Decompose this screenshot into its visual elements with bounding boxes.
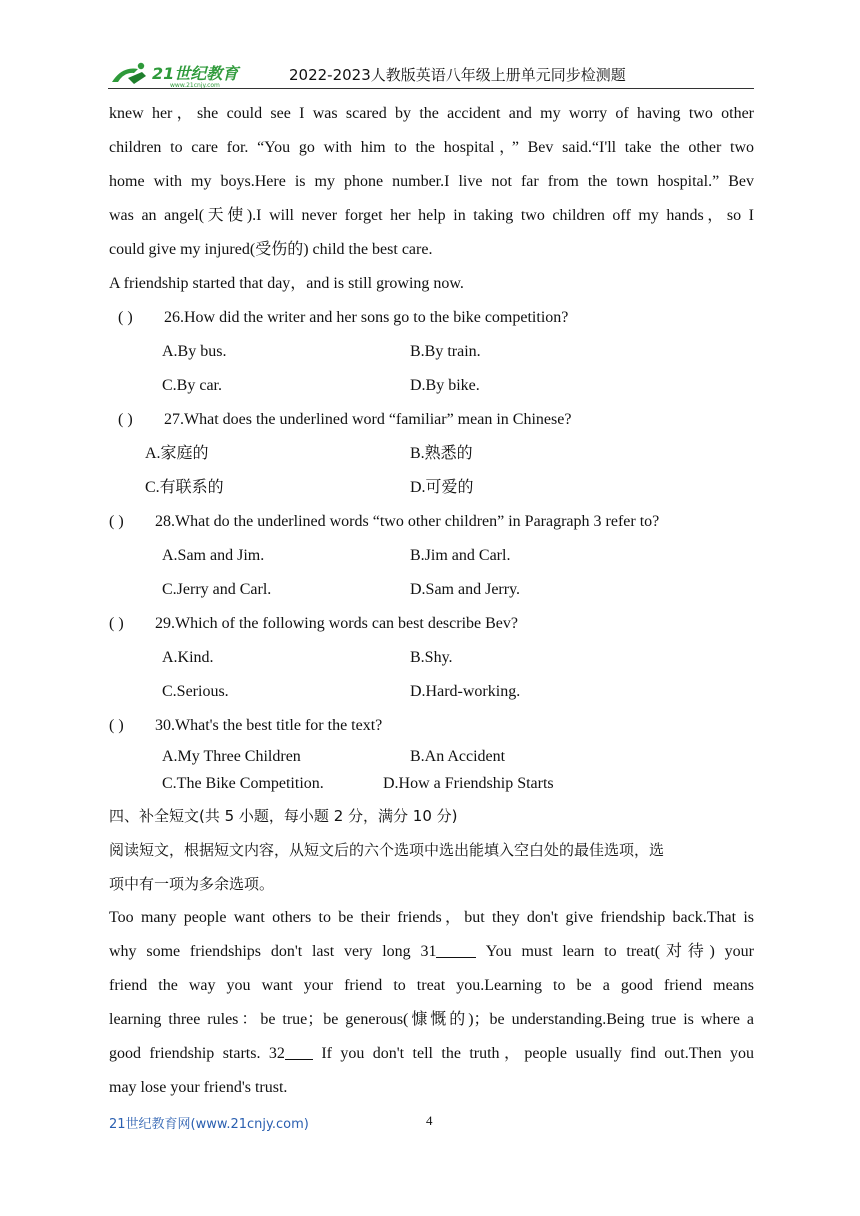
option-b: B.Shy. — [410, 649, 453, 666]
passage-text: If you don't tell the truth，people usually find out.Then you — [321, 1045, 754, 1062]
passage-line: could give my injured(受伤的) child the best care. — [109, 241, 433, 258]
passage-line: A friendship started that day，and is still growing now. — [109, 275, 464, 292]
option-c: C.By car. — [162, 377, 222, 394]
option-c: C.Jerry and Carl. — [162, 581, 272, 598]
option-c: C.有联系的 — [145, 479, 224, 496]
passage-text: why some friendships don't last very long 31 — [109, 943, 437, 960]
option-a: A.家庭的 — [145, 445, 209, 462]
passage-line: friend the way you want your friend to treat you.Learning to be a good friend means — [109, 977, 754, 994]
option-a: A.Sam and Jim. — [162, 547, 265, 564]
passage-line — [109, 1037, 754, 1071]
option-a: A.By bus. — [162, 343, 227, 360]
option-b: B.By train. — [410, 343, 481, 360]
option-b: B.Jim and Carl. — [410, 547, 511, 564]
question-stem: 27.What does the underlined word “familiar” mean in Chinese? — [164, 411, 572, 428]
question-26 — [109, 301, 754, 335]
options-28 — [109, 539, 754, 573]
option-d: D.可爱的 — [410, 479, 474, 496]
option-b: B.An Accident — [410, 748, 506, 765]
page-number: 4 — [426, 1113, 433, 1128]
question-stem: 30.What's the best title for the text? — [155, 717, 383, 734]
logo-21cnjy — [108, 60, 278, 88]
option-a: A.Kind. — [162, 649, 214, 666]
options-29 — [109, 641, 754, 675]
passage-line — [109, 935, 754, 969]
section-instruction: 阅读短文，根据短文内容，从短文后的六个选项中选出能填入空白处的最佳选项，选 — [109, 841, 665, 859]
option-d: D.Sam and Jerry. — [410, 581, 521, 598]
options-30 — [109, 743, 754, 770]
question-stem: 29.Which of the following words can best describe Bev? — [155, 615, 519, 632]
answer-bracket[interactable]: ( ) — [109, 513, 124, 530]
blank-32[interactable] — [285, 1043, 313, 1060]
logo-subtext: www.21cnjy.com — [170, 82, 220, 88]
passage-line: knew her，she could see I was scared by the accident and my worry of having two other — [109, 105, 754, 122]
options-27 — [109, 471, 754, 505]
option-d: D.How a Friendship Starts — [383, 775, 554, 792]
logo-text: 21世纪教育 — [152, 64, 239, 83]
options-28 — [109, 573, 754, 607]
footer-site[interactable]: 21世纪教育网(www.21cnjy.com) — [109, 1117, 309, 1132]
blank-31[interactable] — [436, 941, 476, 958]
passage-line: was an angel(天使).I will never forget her help in taking two children off my hands，so I — [109, 207, 754, 224]
option-a: A.My Three Children — [162, 748, 301, 765]
question-27 — [109, 403, 754, 437]
answer-bracket[interactable]: ( ) — [109, 717, 124, 734]
question-30 — [109, 709, 754, 743]
passage-line: learning three rules：be true；be generous(慷慨的)；be understanding.Being true is where a — [109, 1011, 754, 1028]
answer-bracket[interactable]: ( ) — [118, 309, 133, 326]
passage-line: Too many people want others to be their friends，but they don't give friendship back.That is — [109, 909, 754, 926]
passage-line: may lose your friend's trust. — [109, 1079, 288, 1096]
question-29 — [109, 607, 754, 641]
passage-line: home with my boys.Here is my phone number.I live not far from the town hospital.” Bev — [109, 173, 754, 190]
question-stem: 26.How did the writer and her sons go to the bike competition? — [164, 309, 569, 326]
answer-bracket[interactable]: ( ) — [109, 615, 124, 632]
passage-text: You must learn to treat(对待) your — [485, 943, 754, 960]
option-c: C.The Bike Competition. — [162, 775, 324, 792]
passage-text: good friendship starts. 32 — [109, 1045, 285, 1062]
options-30 — [109, 770, 754, 797]
header-rule — [108, 88, 754, 89]
answer-bracket[interactable]: ( ) — [118, 411, 133, 428]
options-29 — [109, 675, 754, 709]
option-d: D.Hard-working. — [410, 683, 521, 700]
section-instruction: 项中有一项为多余选项。 — [109, 875, 275, 893]
question-stem: 28.What do the underlined words “two other children” in Paragraph 3 refer to? — [155, 513, 660, 530]
passage-line: children to care for. “You go with him to the hospital，” Bev said.“I'll take the other two — [109, 139, 754, 156]
option-d: D.By bike. — [410, 377, 480, 394]
options-26 — [109, 335, 754, 369]
question-28 — [109, 505, 754, 539]
page-content — [109, 97, 754, 1105]
page-header — [108, 58, 754, 90]
header-title: 2022-2023人教版英语八年级上册单元同步检测题 — [289, 66, 626, 84]
option-c: C.Serious. — [162, 683, 229, 700]
options-27 — [109, 437, 754, 471]
option-b: B.熟悉的 — [410, 445, 473, 462]
section-heading: 四、补全短文(共 5 小题，每小题 2 分，满分 10 分) — [109, 807, 458, 825]
options-26 — [109, 369, 754, 403]
